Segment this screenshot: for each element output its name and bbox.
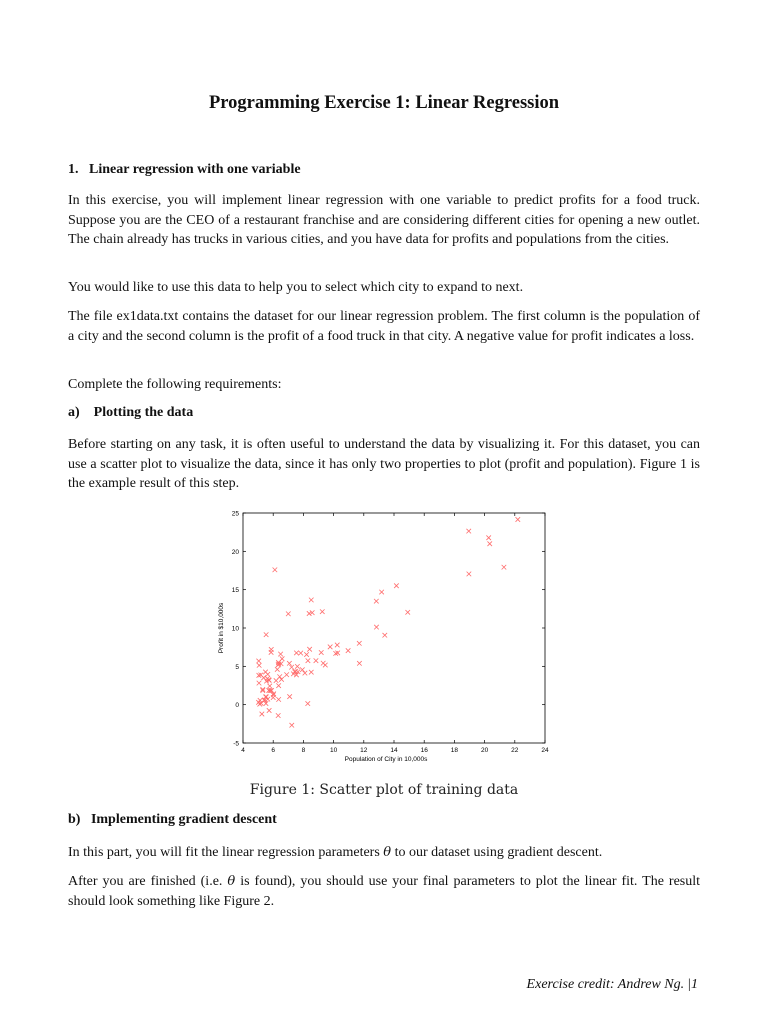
x-tick-label: 6 (271, 747, 276, 754)
theta-symbol: θ (383, 845, 392, 860)
x-tick-label: 8 (301, 747, 306, 754)
x-tick-label: 16 (420, 747, 428, 754)
y-tick-label: 20 (231, 548, 239, 556)
text-fit-before: In this part, you will fit the linear regression parameters (68, 845, 384, 860)
text-plot-after: is found), you should use your final parameters to plot the linear fit. The result should look something like Figure 2. (68, 874, 701, 909)
text-plot-before: After you are finished (i.e. (68, 874, 228, 889)
paragraph-plotting: Before starting on any task, it is often useful to understand the data by visualizing it. For this dataset, you can use a scatter plot to visualize the data, since it has only two properties to plot (profit and population). Figure 1 is the example result of this step. (68, 437, 700, 491)
x-tick-label: 14 (390, 747, 398, 754)
section-heading-gradient-descent: b) Implementing gradient descent (68, 812, 277, 827)
theta-symbol: θ (227, 874, 236, 889)
plot-frame (243, 513, 545, 743)
y-tick-label: 0 (235, 702, 239, 710)
paragraph-plot-fit (68, 872, 700, 911)
figure-caption: Figure 1: Scatter plot of training data (249, 782, 519, 798)
y-tick-label: 10 (231, 625, 239, 633)
x-tick-label: 4 (241, 747, 245, 754)
footer-credit (527, 977, 698, 993)
section-heading-plotting: a) Plotting the data (68, 405, 194, 420)
x-tick-label: 24 (541, 747, 549, 754)
scatter-plot (205, 505, 555, 773)
x-tick-label: 22 (511, 747, 519, 754)
section-heading-linear-regression: 1. Linear regression with one variable (68, 162, 301, 177)
paragraph-fit-parameters (68, 843, 700, 863)
y-tick-label: 15 (231, 587, 239, 595)
credit-text: Exercise credit: Andrew Ng. (526, 977, 685, 992)
y-axis-label: Profit in $10,000s (218, 602, 225, 654)
text-fit-after: to our dataset using gradient descent. (391, 845, 603, 860)
paragraph-intro: In this exercise, you will implement linear regression with one variable to predict profits for a food truck. Suppose you are the CEO of a restaurant franchise and are considering different cities for opening a new outlet. The chain already has trucks in various cities, and you have data for profits and populations from the cities. (68, 193, 700, 247)
x-tick-label: 18 (450, 747, 459, 754)
y-tick-label: 5 (235, 663, 239, 671)
paragraph-dataset: The file ex1data.txt contains the dataset for our linear regression problem. The first column is the population of a city and the second column is the profit of a food truck in that city. A negative value for profit indicates a loss. (68, 309, 700, 344)
x-axis-label: Population of City in 10,000s (344, 756, 428, 763)
x-tick-label: 12 (360, 747, 368, 754)
paragraph-requirements: Complete the following requirements: (68, 377, 282, 392)
x-tick-label: 10 (329, 747, 338, 754)
x-tick-label: 20 (480, 747, 489, 754)
y-tick-label: 25 (231, 510, 239, 518)
y-tick-label: -5 (233, 740, 239, 748)
page-title: Programming Exercise 1: Linear Regression (208, 93, 560, 113)
paragraph-select-city: You would like to use this data to help you to select which city to expand to next. (68, 280, 524, 295)
page-number: |1 (687, 977, 698, 992)
